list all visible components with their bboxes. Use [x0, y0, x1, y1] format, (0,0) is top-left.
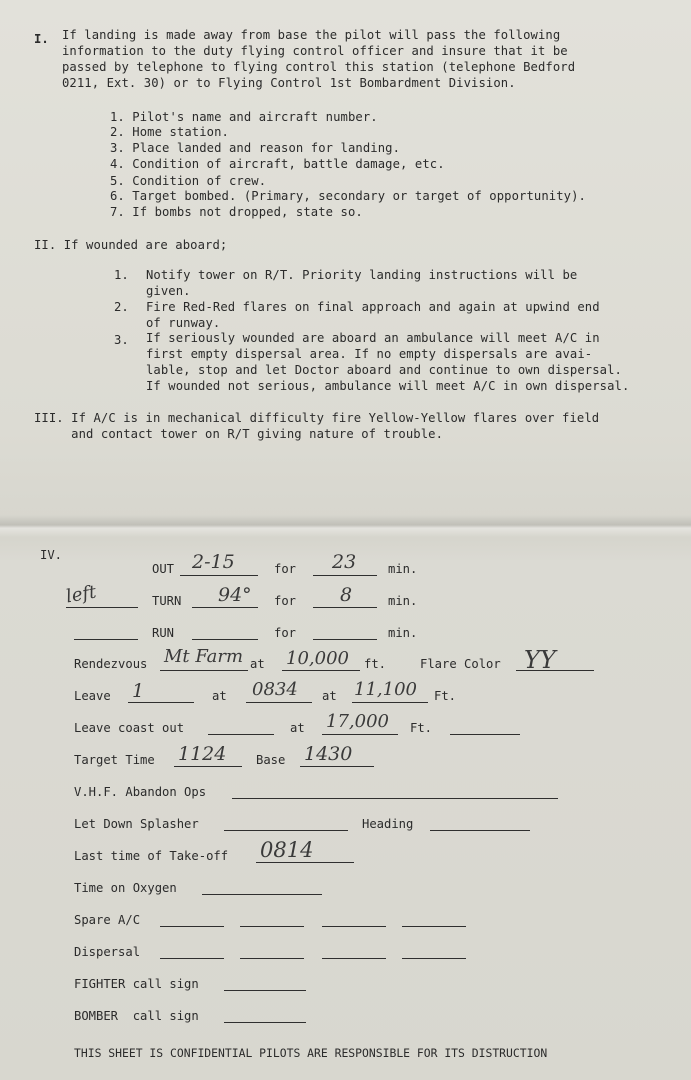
at-label: at: [212, 689, 227, 703]
leave-altitude-value: 11,100: [354, 679, 417, 700]
section-1-item: 2. Home station.: [110, 125, 229, 139]
section-2-item-2-line: of runway.: [146, 316, 221, 330]
leave-value: 1: [132, 680, 145, 702]
ft-label: Ft.: [434, 689, 457, 703]
leave-time-value: 0834: [252, 679, 298, 700]
section-2-item-3-number: 3.: [114, 333, 129, 347]
at-label: at: [250, 657, 265, 671]
dispersal-blank[interactable]: [240, 958, 304, 959]
turn-note: left: [64, 581, 98, 608]
section-2-item-3-line: lable, stop and let Doctor aboard and continue to own dispersal.: [146, 363, 622, 377]
for-label: for: [274, 562, 297, 576]
base-value: 1430: [304, 743, 353, 765]
leave-blank[interactable]: [128, 702, 194, 703]
leave-coast-time-blank[interactable]: [208, 734, 274, 735]
section-2-item-2-number: 2.: [114, 300, 129, 314]
dispersal-blank[interactable]: [160, 958, 224, 959]
section-1-item: 4. Condition of aircraft, battle damage, etc.: [110, 157, 445, 171]
rendezvous-value: Mt Farm: [164, 646, 244, 667]
section-2-heading: II. If wounded are aboard;: [34, 238, 228, 252]
last-takeoff-value: 0814: [260, 838, 314, 862]
run-minutes-blank[interactable]: [313, 639, 377, 640]
out-heading-value: 2-15: [192, 551, 235, 573]
vhf-abandon-blank[interactable]: [232, 798, 558, 799]
section-2-item-1-line: Notify tower on R/T. Priority landing instructions will be: [146, 268, 578, 282]
section-1-numeral: I.: [34, 32, 49, 46]
out-label: OUT: [152, 562, 175, 576]
dispersal-blank[interactable]: [402, 958, 466, 959]
base-blank[interactable]: [300, 766, 374, 767]
oxygen-blank[interactable]: [202, 894, 322, 895]
leave-coast-altitude-value: 17,000: [326, 711, 389, 732]
min-label: min.: [388, 562, 418, 576]
section-4-numeral: IV.: [40, 548, 63, 562]
last-takeoff-label: Last time of Take-off: [74, 849, 229, 863]
section-1-line-4: 0211, Ext. 30) or to Flying Control 1st Bombardment Division.: [62, 76, 516, 90]
fighter-call-sign-label: FIGHTER call sign: [74, 977, 199, 991]
leave-coast-altitude-blank[interactable]: [322, 734, 398, 735]
oxygen-label: Time on Oxygen: [74, 881, 177, 895]
flare-color-label: Flare Color: [420, 657, 501, 671]
rendezvous-label: Rendezvous: [74, 657, 148, 671]
turn-heading-blank[interactable]: [192, 607, 258, 608]
dispersal-label: Dispersal: [74, 945, 141, 959]
min-label: min.: [388, 626, 418, 640]
spare-ac-blank[interactable]: [322, 926, 386, 927]
section-1-item: 1. Pilot's name and aircraft number.: [110, 110, 378, 124]
leave-label: Leave: [74, 689, 111, 703]
fighter-call-sign-blank[interactable]: [224, 990, 306, 991]
target-time-blank[interactable]: [174, 766, 242, 767]
for-label: for: [274, 594, 297, 608]
section-1-line-3: passed by telephone to flying control this station (telephone Bedford: [62, 60, 576, 74]
section-1-item: 6. Target bombed. (Primary, secondary or target of opportunity).: [110, 189, 586, 203]
rendezvous-altitude-value: 10,000: [286, 648, 349, 669]
flare-color-value: YY: [524, 646, 556, 674]
run-direction-blank[interactable]: [74, 639, 138, 640]
spare-ac-blank[interactable]: [240, 926, 304, 927]
turn-direction-blank[interactable]: [66, 607, 138, 608]
section-1-item: 7. If bombs not dropped, state so.: [110, 205, 363, 219]
section-2-item-2-line: Fire Red-Red flares on final approach and again at upwind end: [146, 300, 600, 314]
turn-minutes-value: 8: [340, 584, 353, 606]
section-3-line-2: and contact tower on R/T giving nature of trouble.: [34, 427, 444, 441]
for-label: for: [274, 626, 297, 640]
leave-coast-label: Leave coast out: [74, 721, 185, 735]
out-minutes-blank[interactable]: [313, 575, 377, 576]
target-time-label: Target Time: [74, 753, 155, 767]
turn-label: TURN: [152, 594, 182, 608]
heading-label: Heading: [362, 817, 414, 831]
leave-time-blank[interactable]: [246, 702, 312, 703]
section-1-line-2: information to the duty flying control officer and insure that it be: [62, 44, 568, 58]
bomber-call-sign-blank[interactable]: [224, 1022, 306, 1023]
spare-ac-blank[interactable]: [402, 926, 466, 927]
leave-coast-extra-blank[interactable]: [450, 734, 520, 735]
confidential-footer: THIS SHEET IS CONFIDENTIAL PILOTS ARE RESPONSIBLE FOR ITS DISTRUCTION: [74, 1046, 548, 1060]
at-label: at: [290, 721, 305, 735]
out-heading-blank[interactable]: [180, 575, 258, 576]
section-2-item-3-line: first empty dispersal area. If no empty dispersals are avai-: [146, 347, 593, 361]
let-down-splasher-blank[interactable]: [224, 830, 348, 831]
section-2-item-1-number: 1.: [114, 268, 129, 282]
run-label: RUN: [152, 626, 175, 640]
section-1-item: 5. Condition of crew.: [110, 174, 267, 188]
last-takeoff-blank[interactable]: [256, 862, 354, 863]
turn-heading-value: 94°: [218, 584, 252, 606]
section-1-item: 3. Place landed and reason for landing.: [110, 141, 401, 155]
section-2-item-1-line: given.: [146, 284, 191, 298]
at-label: at: [322, 689, 337, 703]
turn-minutes-blank[interactable]: [313, 607, 377, 608]
let-down-splasher-label: Let Down Splasher: [74, 817, 199, 831]
base-label: Base: [256, 753, 286, 767]
dispersal-blank[interactable]: [322, 958, 386, 959]
section-2-item-3-line: If wounded not serious, ambulance will meet A/C in own dispersal.: [146, 379, 630, 393]
section-3-line-1: III. If A/C is in mechanical difficulty fire Yellow-Yellow flares over field: [34, 411, 600, 425]
target-time-value: 1124: [178, 743, 227, 765]
min-label: min.: [388, 594, 418, 608]
vhf-abandon-label: V.H.F. Abandon Ops: [74, 785, 207, 799]
section-1-line-1: If landing is made away from base the pilot will pass the following: [62, 28, 561, 42]
rendezvous-altitude-blank[interactable]: [282, 670, 360, 671]
paper-fold: [0, 515, 691, 537]
section-2-item-3-line: If seriously wounded are aboard an ambulance will meet A/C in: [146, 331, 600, 345]
ft-label: Ft.: [410, 721, 433, 735]
out-minutes-value: 23: [332, 551, 357, 573]
run-heading-blank[interactable]: [192, 639, 258, 640]
bomber-call-sign-label: BOMBER call sign: [74, 1009, 199, 1023]
heading-blank[interactable]: [430, 830, 530, 831]
ft-label: ft.: [364, 657, 387, 671]
rendezvous-blank[interactable]: [160, 670, 248, 671]
spare-ac-label: Spare A/C: [74, 913, 141, 927]
leave-altitude-blank[interactable]: [352, 702, 428, 703]
spare-ac-blank[interactable]: [160, 926, 224, 927]
